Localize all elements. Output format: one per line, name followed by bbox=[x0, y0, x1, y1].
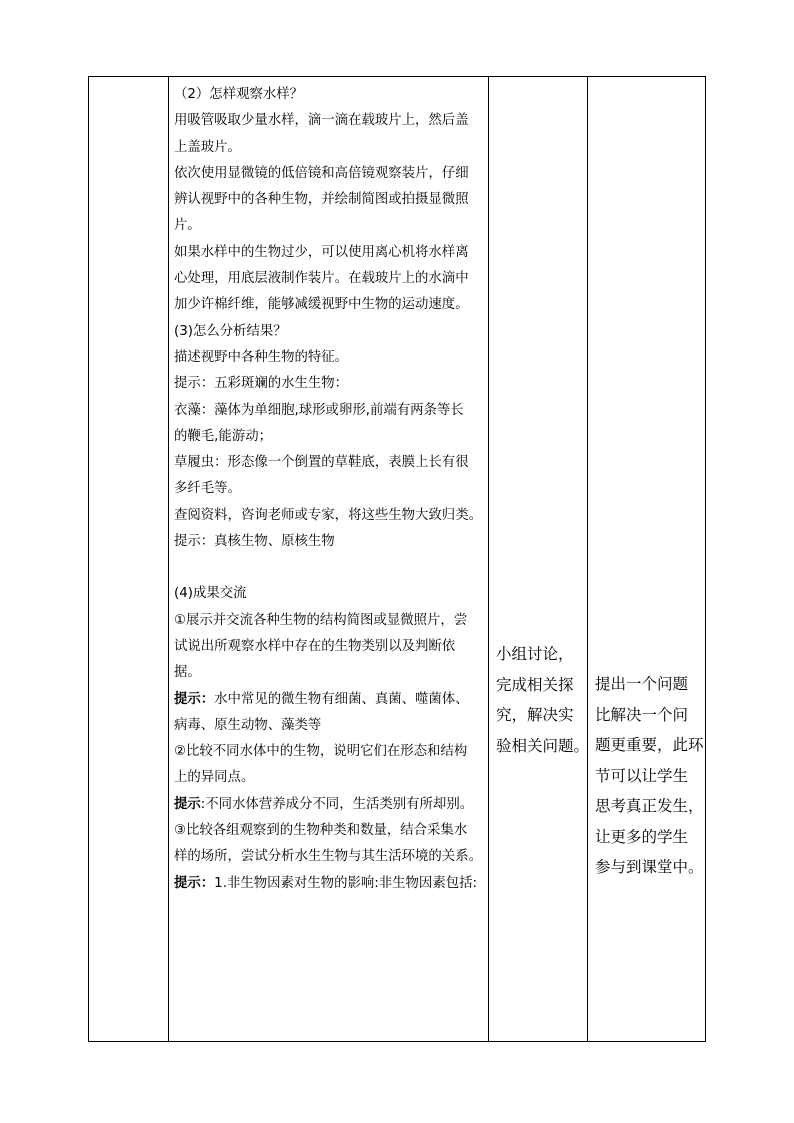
hint-line: 提示：五彩斑斓的水生生物： bbox=[174, 376, 349, 392]
text-line: 上的异同点。 bbox=[174, 770, 255, 786]
text-line: 样的场所，尝试分析水生生物与其生活环境的关系。 bbox=[174, 849, 482, 865]
text-line: 依次使用显微镜的低倍镜和高倍镜观察装片，仔细 bbox=[174, 165, 469, 181]
design-intent-line: 参与到课堂中。 bbox=[595, 858, 704, 876]
text-line: 描述视野中各种生物的特征。 bbox=[174, 349, 349, 365]
text-line: ①展示并交流各种生物的结构简图或显微照片，尝 bbox=[174, 612, 468, 628]
column-divider-2 bbox=[488, 77, 489, 1041]
student-activity-column bbox=[496, 639, 590, 761]
student-activity-line: 验相关问题。 bbox=[496, 736, 590, 755]
hint-line bbox=[174, 687, 486, 713]
column-divider-1 bbox=[168, 77, 169, 1041]
design-intent-line: 题更重要，此环 bbox=[595, 736, 704, 754]
design-intent-line: 让更多的学生 bbox=[595, 827, 689, 846]
blank-line bbox=[174, 555, 486, 581]
hint-label: 提示 bbox=[174, 796, 201, 812]
section-heading-analyze: (3)怎么分析结果？ bbox=[174, 323, 287, 339]
text-line: ③比较各组观察到的生物种类和数量，结合采集水 bbox=[174, 823, 468, 839]
design-intent-line: 比解决一个问 bbox=[595, 705, 689, 724]
hint-label: 提示： bbox=[174, 691, 215, 707]
text-line: 片。 bbox=[174, 218, 201, 234]
text-line: 草履虫：形态像一个倒置的草鞋底，表膜上长有很 bbox=[174, 455, 469, 471]
text-line: 的鞭毛,能游动； bbox=[174, 428, 272, 444]
hint-text: 水中常见的微生物有细菌、真菌、噬菌体、 bbox=[214, 691, 469, 707]
hint-text: :不同水体营养成分不同，生活类别有所却别。 bbox=[200, 796, 474, 812]
text-line: 衣藻：藻体为单细胞,球形或卵形,前端有两条等长 bbox=[174, 402, 464, 418]
hint-label: 提示： bbox=[174, 875, 215, 891]
text-line: 据。 bbox=[174, 665, 201, 681]
text-line: 如果水样中的生物过少，可以使用离心机将水样离 bbox=[174, 244, 469, 260]
hint-text: 1.非生物因素对生物的影响:非生物因素包括: bbox=[214, 875, 478, 891]
activity-content-column bbox=[174, 77, 486, 897]
design-intent-line: 思考真正发生， bbox=[595, 797, 704, 815]
text-line: 病毒、原生动物、藻类等 bbox=[174, 717, 322, 733]
hint-line: 提示：真核生物、原核生物 bbox=[174, 534, 335, 550]
student-activity-line: 完成相关探 bbox=[496, 675, 574, 694]
student-activity-line: 究，解决实 bbox=[496, 706, 574, 724]
hint-line bbox=[174, 792, 486, 818]
design-intent-line: 节可以让学生 bbox=[595, 766, 689, 785]
text-line: ②比较不同水体中的生物，说明它们在形态和结构 bbox=[174, 744, 468, 760]
design-intent-line: 提出一个问题 bbox=[595, 675, 689, 693]
lesson-table bbox=[88, 76, 706, 1042]
text-line: 试说出所观察水样中存在的生物类别以及判断依 bbox=[174, 638, 456, 654]
text-line: 加少许棉纤维，能够减缓视野中生物的运动速度。 bbox=[174, 297, 469, 313]
text-line: 用吸管吸取少量水样，滴一滴在载玻片上，然后盖 bbox=[174, 113, 469, 129]
text-line: 上盖玻片。 bbox=[174, 139, 241, 155]
hint-line bbox=[174, 871, 486, 897]
text-line: 辨认视野中的各种生物，并绘制简图或拍摄显微照 bbox=[174, 192, 469, 208]
text-line: 多纤毛等。 bbox=[174, 481, 241, 497]
section-heading-share: (4)成果交流 bbox=[174, 586, 247, 602]
text-line: 查阅资料，咨询老师或专家，将这些生物大致归类。 bbox=[174, 507, 482, 523]
student-activity-line: 小组讨论， bbox=[496, 645, 574, 663]
section-heading-observe: （2）怎样观察水样？ bbox=[174, 87, 304, 102]
text-line: 心处理，用底层液制作装片。在载玻片上的水滴中 bbox=[174, 271, 469, 287]
column-divider-3 bbox=[587, 77, 588, 1041]
design-intent-column bbox=[595, 669, 705, 883]
